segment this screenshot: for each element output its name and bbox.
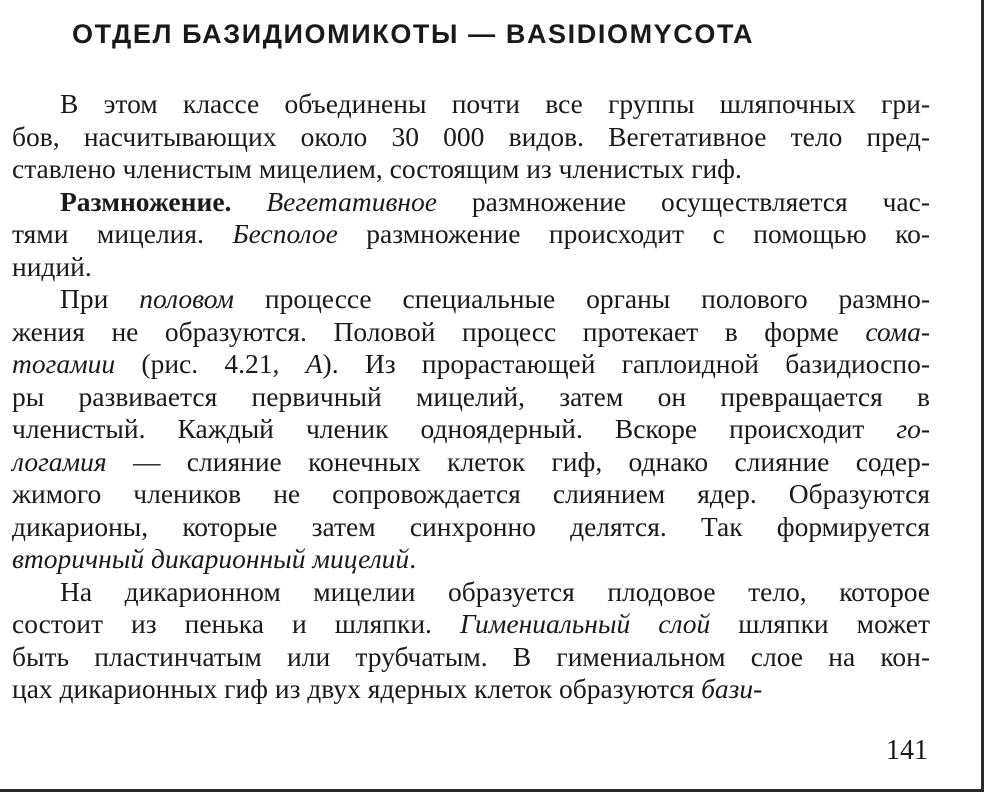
text-line — [12, 446, 930, 479]
text-segment: шляпки может — [710, 608, 930, 639]
bold-term: Размножение. — [60, 185, 232, 217]
section-heading: ОТДЕЛ БАЗИДИОМИКОТЫ — BASIDIOMYCOTA — [72, 19, 755, 49]
text-segment: В этом классе объединены почти все группы шляпочных гри- — [60, 88, 930, 119]
text-line — [12, 478, 930, 511]
text-line — [12, 121, 930, 154]
text-segment: процессе специальные органы полового размно- — [233, 283, 931, 314]
italic-term: тогамии — [12, 348, 116, 379]
text-segment: жения не образуются. Половой процесс протекает в форме — [12, 315, 866, 347]
italic-term: Бесполое — [232, 218, 338, 249]
text-segment — [231, 186, 266, 217]
text-line — [12, 381, 930, 414]
italic-term: го- — [896, 413, 930, 444]
text-line — [12, 608, 930, 641]
italic-term: бази- — [701, 673, 763, 704]
text-segment: тями мицелия. — [12, 218, 233, 249]
text-segment: размножение происходит с помощью ко- — [337, 218, 930, 249]
italic-term: А — [305, 348, 323, 379]
page-number: 141 — [886, 735, 928, 766]
text-line — [12, 673, 930, 706]
text-line — [12, 348, 930, 381]
text-segment: (рис. 4.21, — [115, 348, 306, 379]
text-segment: — слияние конечных клеток гиф, однако слияние содер- — [106, 445, 930, 477]
italic-term: сома- — [865, 315, 930, 347]
text-line — [12, 218, 930, 251]
text-line — [12, 641, 930, 674]
paragraph — [12, 283, 930, 576]
paragraph — [12, 88, 930, 186]
text-segment: дикарионы, которые затем синхронно делятся. Так формируется — [12, 510, 930, 542]
text-segment: членистый. Каждый членик одноядерный. Вскоре происходит — [12, 413, 897, 444]
text-segment: На дикарионном мицелии образуется плодовое тело, которое — [60, 575, 930, 607]
text-line — [12, 283, 930, 316]
body-text — [12, 88, 930, 706]
text-line — [12, 413, 930, 446]
italic-term: половом — [139, 283, 234, 314]
paragraph — [12, 576, 930, 706]
text-line — [12, 511, 930, 544]
italic-term: вторичный дикарионный мицелий — [12, 543, 410, 574]
text-line — [12, 316, 930, 349]
text-segment: быть пластинчатым или трубчатым. В гимениальном слое на кон- — [12, 640, 930, 672]
text-segment: состоит из пенька и шляпки. — [12, 608, 460, 639]
text-line — [12, 88, 930, 121]
italic-term: логамия — [12, 445, 107, 477]
paragraph — [12, 186, 930, 284]
text-segment: ставлено членистым мицелием, состоящим из членистых гиф. — [12, 153, 742, 184]
text-line — [12, 543, 930, 576]
text-segment: размножение осуществляется час- — [437, 185, 930, 217]
italic-term: Гимениальный слой — [459, 608, 711, 639]
text-line — [12, 251, 930, 284]
text-line — [12, 186, 930, 219]
text-line — [12, 576, 930, 609]
text-segment: ). Из прорастающей гаплоидной базидиоспо- — [322, 348, 930, 379]
text-segment: . — [409, 543, 417, 574]
text-segment: При — [60, 283, 140, 314]
text-segment: жимого члеников не сопровождается слиянием ядер. Образуются — [12, 478, 930, 509]
italic-term: Вегетативное — [266, 185, 437, 217]
text-segment: нидий. — [12, 250, 92, 282]
text-segment: бов, насчитывающих около 30 000 видов. Вегетативное тело пред- — [12, 120, 930, 152]
text-segment: цах дикарионных гиф из двух ядерных клеток образуются — [12, 673, 702, 704]
text-segment: ры развивается первичный мицелий, затем он превращается в — [12, 380, 930, 412]
text-line — [12, 153, 930, 186]
